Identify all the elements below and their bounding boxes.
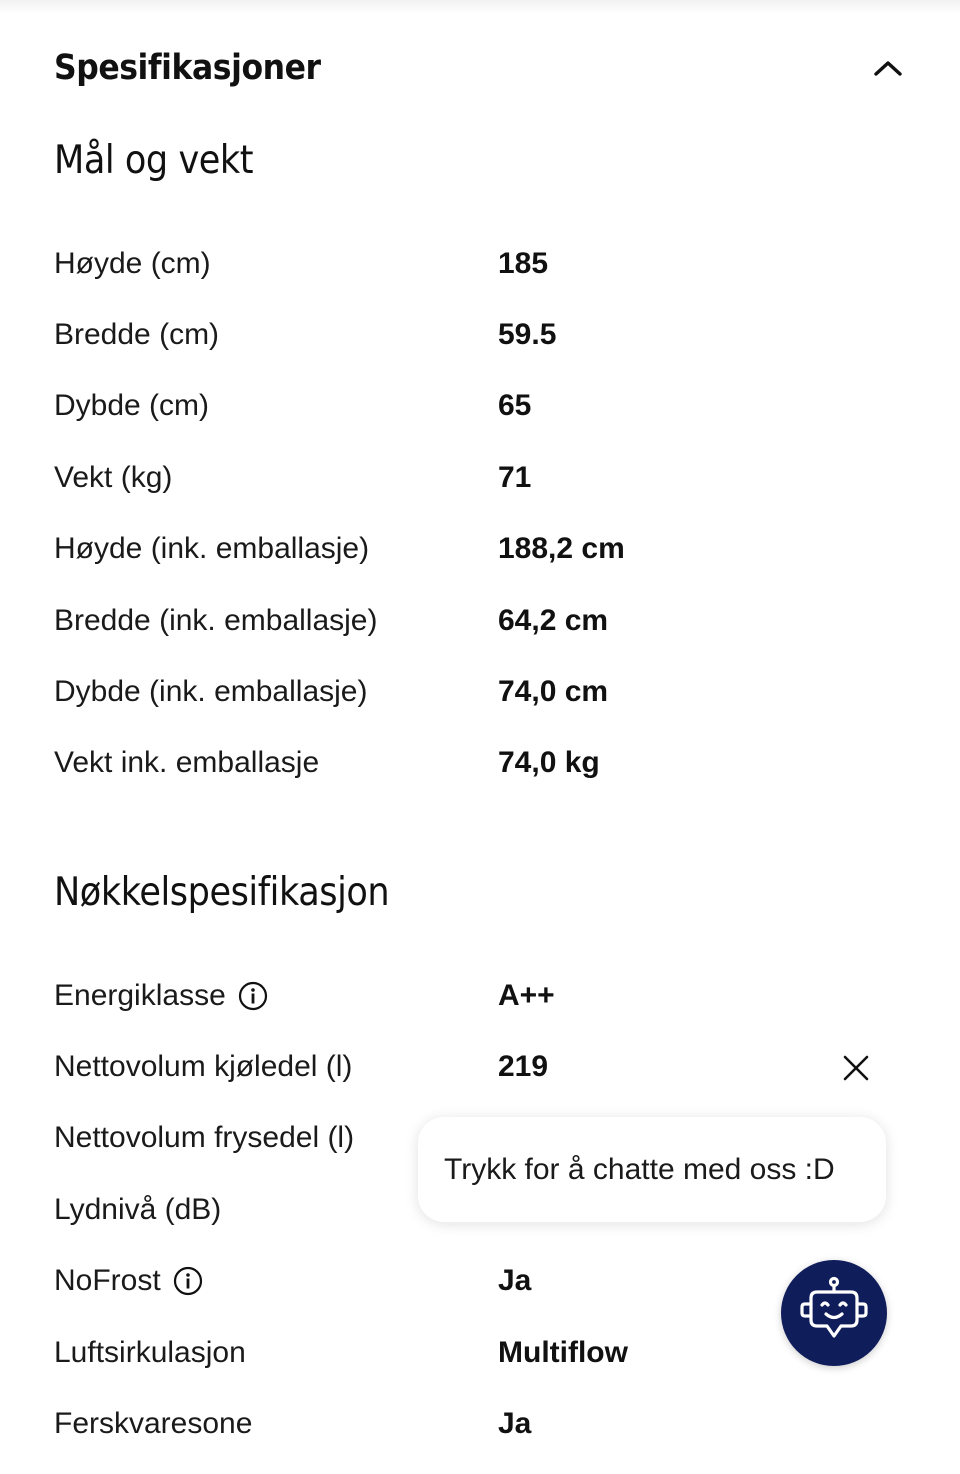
spec-value: 65 [498, 389, 532, 423]
spec-value: 74,0 cm [498, 675, 609, 709]
spec-row [54, 728, 914, 799]
spec-value: 64,2 cm [498, 603, 609, 637]
spec-label: Bredde (cm) [54, 318, 220, 352]
group-title-dimensions: Mål og vekt [54, 138, 254, 183]
spec-value: A++ [498, 978, 555, 1012]
chat-launcher-button[interactable] [781, 1260, 887, 1366]
spec-label-text: NoFrost [54, 1264, 161, 1298]
spec-value: 185 [498, 246, 549, 280]
top-shadow [0, 0, 960, 14]
spec-value: Ja [498, 1407, 532, 1441]
spec-label-text: Energiklasse [54, 978, 226, 1012]
spec-value: Multiflow [498, 1335, 628, 1369]
spec-label: Lydnivå (dB) [54, 1192, 222, 1226]
spec-label: Høyde (ink. emballasje) [54, 532, 370, 566]
section-title: Spesifikasjoner [54, 48, 321, 88]
info-icon[interactable] [173, 1266, 203, 1296]
spec-row [54, 228, 914, 299]
spec-value: 188,2 cm [498, 532, 625, 566]
spec-row [54, 299, 914, 370]
spec-row [54, 656, 914, 727]
spec-label: Nettovolum kjøledel (l) [54, 1050, 353, 1084]
chatbot-icon [793, 1270, 875, 1357]
spec-label-with-info [54, 1264, 498, 1298]
spec-row [54, 514, 914, 585]
spec-value: 71 [498, 460, 532, 494]
chat-prompt-text: Trykk for å chatte med oss :D [444, 1152, 835, 1186]
spec-label: Bredde (ink. emballasje) [54, 603, 378, 637]
chevron-up-icon[interactable] [866, 46, 910, 90]
spec-row [54, 1388, 914, 1459]
spec-label: Dybde (ink. emballasje) [54, 675, 368, 709]
spec-row [54, 585, 914, 656]
close-icon[interactable] [836, 1048, 876, 1088]
spec-label: Høyde (cm) [54, 246, 211, 280]
spec-row [54, 1031, 914, 1102]
spec-value: 219 [498, 1050, 549, 1084]
spec-value: Ja [498, 1264, 532, 1298]
spec-label-with-info [54, 979, 498, 1013]
spec-value: 59.5 [498, 318, 557, 352]
chat-prompt-bubble[interactable] [418, 1117, 886, 1222]
group-title-key-specs: Nøkkelspesifikasjon [54, 870, 390, 915]
spec-label: Ferskvaresone [54, 1407, 253, 1441]
info-icon[interactable] [238, 981, 268, 1011]
spec-label: Luftsirkulasjon [54, 1335, 246, 1369]
specifications-accordion-header[interactable] [54, 36, 914, 100]
spec-row [54, 960, 914, 1031]
spec-label: Dybde (cm) [54, 389, 210, 423]
spec-label: Nettovolum frysedel (l) [54, 1121, 355, 1155]
dimensions-spec-list [54, 228, 914, 799]
spec-row [54, 371, 914, 442]
spec-row [54, 442, 914, 513]
spec-label: Vekt ink. emballasje [54, 746, 320, 780]
spec-value: 74,0 kg [498, 746, 600, 780]
spec-label: Vekt (kg) [54, 460, 173, 494]
